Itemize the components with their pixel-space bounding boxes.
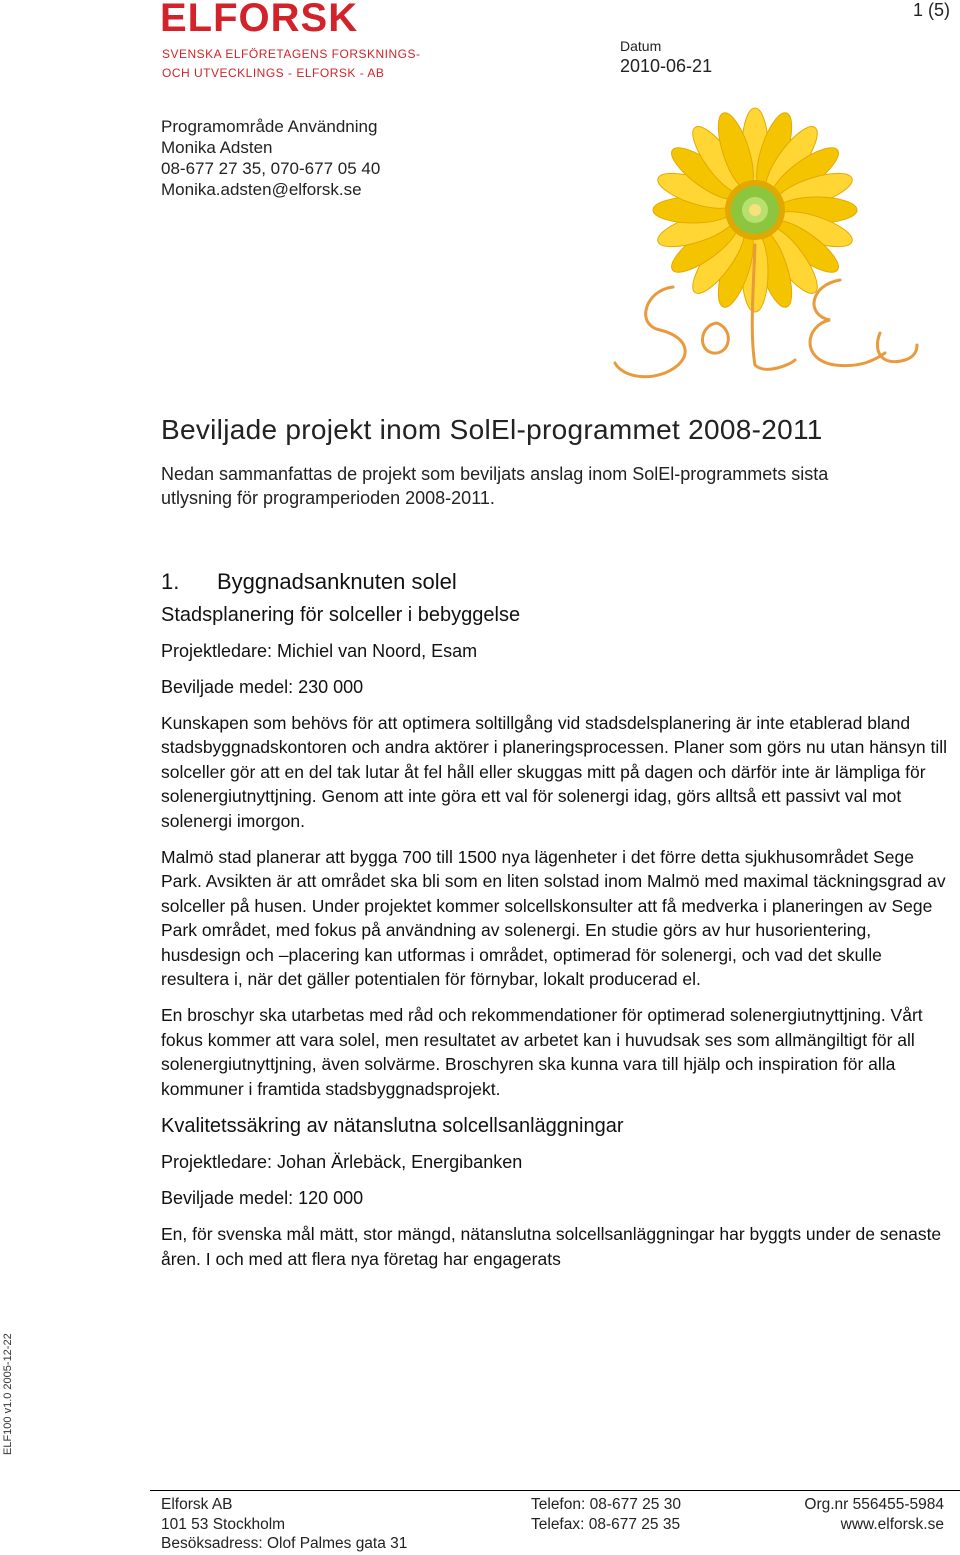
program-area: Programområde Användning	[161, 117, 378, 136]
project-leader: Projektledare: Johan Ärlebäck, Energibanken	[161, 1152, 523, 1173]
project-title: Stadsplanering för solceller i bebyggelse	[161, 604, 521, 626]
footer-divider	[150, 1490, 960, 1491]
footer-fax: Telefax: 08-677 25 35	[531, 1515, 681, 1533]
logo-subtitle-line2: OCH UTVECKLINGS - ELFORSK - AB	[162, 66, 385, 80]
footer-phone: Telefon: 08-677 25 30	[531, 1496, 681, 1513]
footer-address	[161, 1495, 407, 1554]
project-leader: Projektledare: Michiel van Noord, Esam	[161, 641, 478, 661]
footer-company-info	[804, 1495, 944, 1534]
contact-email: Monika.adsten@elforsk.se	[161, 180, 362, 199]
footer-company: Elforsk AB	[161, 1496, 233, 1513]
date-value: 2010-06-21	[620, 56, 713, 76]
date-label: Datum	[620, 38, 662, 54]
form-version-label: ELF100 v1.0 2005-12-22	[2, 1333, 14, 1455]
project-paragraph: Malmö stad planerar att bygga 700 till 1500 nya lägenheter i det förre detta sjukhusområdet Sege Park. Avsikten är att området ska bli som en liten solstad inom Malmö med maximal täckningsgrad av solceller på husen. Under projektet kommer solcellskonsulter att få medverka i planeringen av Sege Park området, med fokus på användning av solenergi. En studie görs av hur husorientering, husdesign och –placering kan utformas i området, optimerad för solenergi, och vad det skulle resultera i, när det gäller potentialen för förnybar, lokalt producerad el.	[161, 847, 946, 990]
contact-name: Monika Adsten	[161, 138, 273, 157]
document-body	[161, 568, 951, 1283]
elforsk-logo: ELFORSK	[160, 0, 359, 40]
project-paragraph: En broschyr ska utarbetas med råd och rekommendationer för optimerad solenergiutnyttjning. Vårt fokus kommer att vara solel, men resultatet av arbetet kan i huvudsak ses som allmängiltigt för all solenergiutnyttjning, även solvärme. Broschyren ska kunna vara till hjälp och inspiration för alla kommuner i framtida stadsbyggnadsprojekt.	[161, 1005, 923, 1099]
document-intro: Nedan sammanfattas de projekt som beviljats anslag inom SolEl-programmets sista utlysning för programperioden 2008-2011.	[161, 464, 829, 508]
project-paragraph: Kunskapen som behövs för att optimera soltillgång vid stadsdelsplanering är inte etablerad bland stadsbyggnadskontoren och andra aktörer i planeringsprocessen. Planer som görs nu utan hänsyn till solceller gör att en del tak lutar åt fel håll eller skuggas mitt på dagen och därför inte är lämpliga för solenergiutnyttjning. Genom att inte göra ett val för solenergi idag, görs alltså ett passivt val mot solenergi imorgon.	[161, 713, 948, 831]
project-paragraph: En, för svenska mål mätt, stor mängd, nätanslutna solcellsanläggningar har byggts under de senaste åren. I och med att flera nya företag har engagerats	[161, 1224, 942, 1269]
logo-subtitle-line1: SVENSKA ELFÖRETAGENS FORSKNINGS-	[162, 47, 421, 61]
contact-phone: 08-677 27 35, 070-677 05 40	[161, 159, 381, 178]
footer-website-link[interactable]: www.elforsk.se	[840, 1515, 944, 1533]
footer-org-nr: Org.nr 556455-5984	[804, 1496, 944, 1513]
document-title: Beviljade projekt inom SolEl-programmet 2008-2011	[161, 414, 823, 445]
solel-flower-icon	[605, 75, 920, 385]
section-title: Byggnadsanknuten solel	[217, 569, 457, 594]
project-funding: Beviljade medel: 120 000	[161, 1188, 364, 1209]
footer-contact	[531, 1495, 681, 1534]
project-funding: Beviljade medel: 230 000	[161, 677, 364, 697]
contact-block	[161, 116, 380, 200]
project-title: Kvalitetssäkring av nätanslutna solcellsanläggningar	[161, 1115, 624, 1138]
footer-postal: 101 53 Stockholm	[161, 1515, 286, 1533]
section-heading	[161, 568, 951, 596]
footer-visiting: Besöksadress: Olof Palmes gata 31	[161, 1535, 408, 1552]
page-number: 1 (5)	[912, 0, 950, 20]
section-number: 1.	[161, 569, 180, 594]
